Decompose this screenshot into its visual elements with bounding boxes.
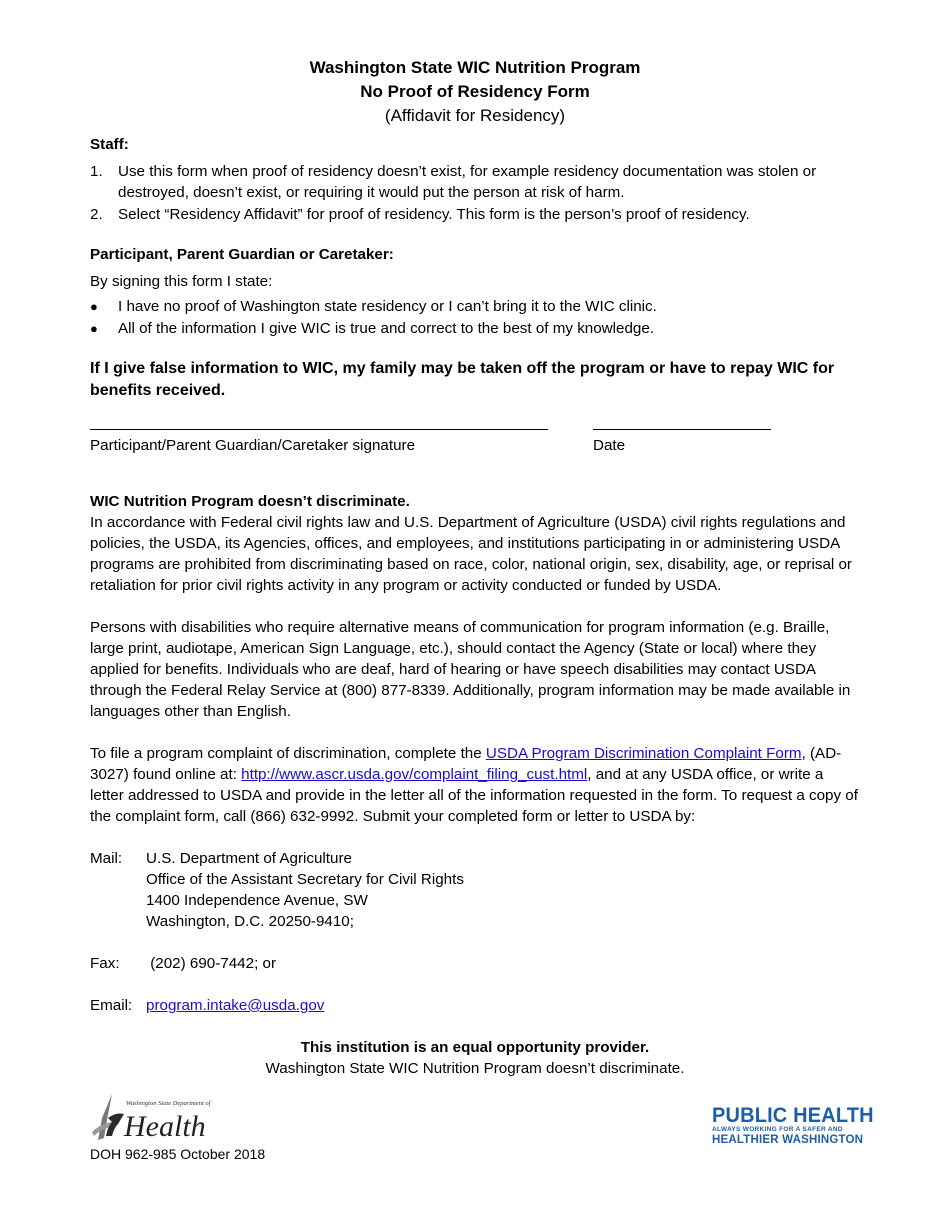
fax-number: (202) 690-7442; or <box>146 955 277 972</box>
complaint-paragraph <box>90 743 860 827</box>
bullet-icon: ● <box>90 321 98 336</box>
mail-address <box>146 848 464 932</box>
civil-rights-paragraph: In accordance with Federal civil rights law and U.S. Department of Agriculture (USDA) civil rights regulations and policies, the USDA, its Agencies, offices, and employees, and institutions participating in or administering USDA programs are prohibited from discriminating based on race, color, national origin, sex, disability, age, or reprisal or retaliation for prior civil rights activity in any program or activity conducted or funded by USDA. <box>90 514 852 594</box>
disabilities-paragraph: Persons with disabilities who require alternative means of communication for program information (e.g. Braille, large print, audiotape, American Sign Language, etc.), should contact the Agency (State or local) where they applied for benefits. Individuals who are deaf, hard of hearing or have speech disabilities may contact USDA through the Federal Relay Service at (800) 877-8339. Additionally, program information may be made available in languages other than English. <box>90 619 851 720</box>
address-line: U.S. Department of Agriculture <box>146 850 352 867</box>
fax-block <box>90 953 860 974</box>
address-line: 1400 Independence Avenue, SW <box>146 892 368 909</box>
staff-instructions-list <box>90 161 860 225</box>
public-health-tagline: ALWAYS WORKING FOR A SAFER AND <box>712 1126 843 1133</box>
complaint-text-b: , (AD-3027) found online at: <box>90 745 842 783</box>
public-health-subtitle: HEALTHIER WASHINGTON <box>712 1134 864 1146</box>
list-item <box>90 318 860 339</box>
doh-logo-small-text: Washington State Department of <box>126 1100 211 1107</box>
form-page <box>90 56 860 1079</box>
item-text: Use this form when proof of residency doesn’t exist, for example residency documentation was stolen or destroyed, doesn’t exist, or requiring it would put the person at risk of harm. <box>118 163 817 201</box>
mail-label: Mail: <box>90 850 123 867</box>
public-health-logo <box>712 1106 882 1146</box>
fax-label: Fax: <box>90 955 120 972</box>
complaint-text-c: , and at any USDA office, or write a letter addressed to USDA and provide in the letter all of the information requested in the form. To request a copy of the complaint form, call (866) 632-9992. Submit your completed form or letter to USDA by: <box>90 766 858 825</box>
doh-logo-word: Health <box>124 1110 206 1143</box>
item-text: Select “Residency Affidavit” for proof of residency. This form is the person’s proof of residency. <box>118 206 750 223</box>
closing-statement: Washington State WIC Nutrition Program doesn’t discriminate. <box>265 1060 685 1077</box>
address-line: Office of the Assistant Secretary for Civil Rights <box>146 871 464 888</box>
address-line: Washington, D.C. 20250-9410; <box>146 913 354 930</box>
form-title-line2: No Proof of Residency Form <box>360 82 590 101</box>
email-link[interactable]: program.intake@usda.gov <box>146 997 325 1014</box>
signature-row <box>90 429 860 459</box>
equal-opportunity-statement: This institution is an equal opportunity provider. <box>300 1039 650 1056</box>
list-item <box>90 296 860 317</box>
signature-line[interactable] <box>90 429 548 430</box>
bullet-icon: ● <box>90 299 98 314</box>
complaint-url-link[interactable]: http://www.ascr.usda.gov/complaint_filing_cust.html <box>241 766 588 783</box>
participant-intro: By signing this form I state: <box>90 273 273 290</box>
bullet-text: I have no proof of Washington state residency or I can’t bring it to the WIC clinic. <box>118 298 657 315</box>
list-item <box>90 161 860 203</box>
doh-logo <box>90 1088 220 1152</box>
complaint-text-a: To file a program complaint of discrimination, complete the <box>90 745 486 762</box>
item-number: 2. <box>90 206 103 223</box>
nondiscrimination-heading: WIC Nutrition Program doesn’t discriminate. <box>90 493 410 510</box>
doh-logo-mark <box>90 1088 220 1146</box>
form-subtitle: (Affidavit for Residency) <box>384 106 566 125</box>
date-label: Date <box>593 437 626 454</box>
staff-heading: Staff: <box>90 136 129 153</box>
participant-statements <box>90 296 860 339</box>
false-information-warning: If I give false information to WIC, my family may be taken off the program or have to repay WIC for benefits received. <box>90 360 835 399</box>
email-label: Email: <box>90 997 133 1014</box>
bullet-text: All of the information I give WIC is true and correct to the best of my knowledge. <box>118 320 655 337</box>
document-id: DOH 962-985 October 2018 <box>90 1146 266 1162</box>
date-line[interactable] <box>593 429 771 430</box>
complaint-form-link[interactable]: USDA Program Discrimination Complaint Form <box>485 745 802 762</box>
list-item <box>90 204 860 225</box>
mail-block <box>90 848 860 932</box>
public-health-title: PUBLIC HEALTH <box>712 1104 874 1127</box>
form-title-line1: Washington State WIC Nutrition Program <box>309 58 641 77</box>
email-block <box>90 995 860 1016</box>
signature-label: Participant/Parent Guardian/Caretaker signature <box>90 437 416 454</box>
participant-heading: Participant, Parent Guardian or Caretaker: <box>90 246 394 263</box>
item-number: 1. <box>90 163 103 180</box>
